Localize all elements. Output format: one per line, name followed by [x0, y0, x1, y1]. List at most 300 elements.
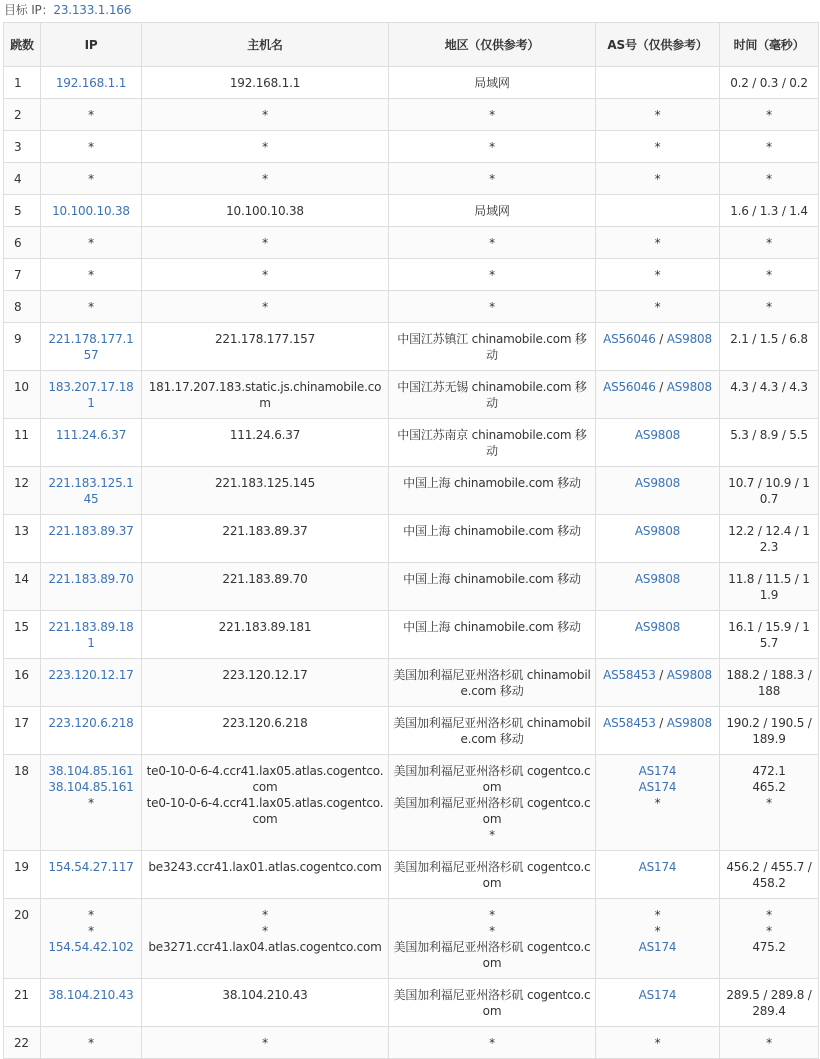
as-cell [596, 979, 720, 1027]
time-cell [720, 515, 819, 563]
as-link[interactable]: AS9808 [634, 620, 681, 634]
hostname-text: be3243.ccr41.lax01.atlas.cogentco.com [148, 860, 382, 874]
table-row [4, 899, 819, 979]
as-cell [596, 755, 720, 851]
ip-cell [41, 323, 142, 371]
ip-cell [41, 371, 142, 419]
hostname-text: 223.120.6.218 [222, 716, 308, 730]
hop-cell: 17 [4, 707, 41, 755]
hop-cell: 12 [4, 467, 41, 515]
hop-cell: 7 [4, 259, 41, 291]
as-cell [596, 227, 720, 259]
region-text: * [489, 300, 495, 314]
hostname-text: * [262, 908, 268, 922]
ip-cell [41, 851, 142, 899]
ip-cell [41, 131, 142, 163]
as-line [600, 715, 715, 731]
table-row [4, 755, 819, 851]
as-separator: / [655, 668, 667, 682]
as-cell [596, 707, 720, 755]
hop-cell: 15 [4, 611, 41, 659]
ip-cell [41, 67, 142, 99]
table-row [4, 563, 819, 611]
ip-cell [41, 291, 142, 323]
as-cell [596, 1027, 720, 1059]
table-row [4, 1027, 819, 1059]
ip-timeout: * [88, 172, 94, 186]
region-cell [389, 163, 596, 195]
region-cell [389, 131, 596, 163]
as-line [600, 571, 715, 587]
hop-cell: 18 [4, 755, 41, 851]
table-row [4, 419, 819, 467]
hostname-cell [142, 99, 389, 131]
hostname-text: be3271.ccr41.lax04.atlas.cogentco.com [148, 940, 382, 954]
ip-link[interactable]: 223.120.12.17 [48, 668, 134, 682]
as-line [600, 107, 715, 123]
traceroute-table [3, 22, 819, 1059]
hostname-text: * [262, 300, 268, 314]
time-text: * [766, 140, 772, 154]
as-timeout: * [654, 236, 661, 250]
ip-link[interactable]: 221.178.177.157 [48, 332, 134, 362]
time-text: 0.2 / 0.3 / 0.2 [730, 76, 808, 90]
as-cell [596, 99, 720, 131]
region-text: 中国上海 chinamobile.com 移动 [403, 476, 581, 490]
region-text: * [489, 908, 495, 922]
as-timeout: * [654, 1036, 661, 1050]
time-cell [720, 259, 819, 291]
ip-timeout: * [88, 924, 94, 938]
hop-cell: 8 [4, 291, 41, 323]
time-cell [720, 611, 819, 659]
table-row [4, 259, 819, 291]
as-line [600, 907, 715, 923]
as-line [600, 523, 715, 539]
region-text: * [489, 140, 495, 154]
hostname-text: * [262, 924, 268, 938]
region-text: * [489, 236, 495, 250]
region-cell [389, 851, 596, 899]
target-ip-label: 目标 IP： [4, 3, 54, 17]
as-cell [596, 899, 720, 979]
ip-link[interactable]: 192.168.1.1 [55, 76, 127, 90]
table-row [4, 851, 819, 899]
as-cell [596, 467, 720, 515]
as-line [600, 379, 715, 395]
ip-timeout: * [88, 300, 94, 314]
as-link[interactable]: AS174 [638, 860, 677, 874]
table-row [4, 67, 819, 99]
time-cell [720, 371, 819, 419]
hostname-text: * [262, 140, 268, 154]
ip-link[interactable]: 221.183.89.70 [48, 572, 134, 586]
as-line [600, 235, 715, 251]
hop-cell: 13 [4, 515, 41, 563]
time-cell [720, 227, 819, 259]
hop-cell: 19 [4, 851, 41, 899]
hostname-cell [142, 659, 389, 707]
time-cell [720, 1027, 819, 1059]
hop-cell: 2 [4, 99, 41, 131]
as-line [600, 763, 715, 779]
region-cell [389, 419, 596, 467]
as-timeout: * [654, 268, 661, 282]
hostname-cell [142, 563, 389, 611]
hostname-cell [142, 515, 389, 563]
region-text: * [489, 268, 495, 282]
as-line [600, 331, 715, 347]
ip-cell [41, 195, 142, 227]
ip-link[interactable]: 221.183.125.145 [48, 476, 134, 506]
as-line [600, 139, 715, 155]
as-line [600, 75, 715, 91]
region-text: * [489, 1036, 495, 1050]
ip-cell [41, 755, 142, 851]
hostname-cell [142, 291, 389, 323]
time-text: * [766, 1036, 772, 1050]
hostname-text: 181.17.207.183.static.js.chinamobile.com [148, 380, 382, 410]
region-cell [389, 259, 596, 291]
time-text: 11.8 / 11.5 / 11.9 [728, 572, 810, 602]
as-cell [596, 563, 720, 611]
hostname-text: te0-10-0-6-4.ccr41.lax05.atlas.cogentco.com [146, 796, 384, 826]
hostname-cell [142, 851, 389, 899]
hop-cell: 5 [4, 195, 41, 227]
hop-cell: 1 [4, 67, 41, 99]
region-text: * [489, 108, 495, 122]
hostname-cell [142, 419, 389, 467]
hostname-cell [142, 67, 389, 99]
time-cell [720, 99, 819, 131]
time-text: * [766, 924, 772, 938]
hop-cell: 22 [4, 1027, 41, 1059]
table-row [4, 195, 819, 227]
hostname-cell [142, 899, 389, 979]
hostname-cell [142, 131, 389, 163]
hop-cell: 11 [4, 419, 41, 467]
hostname-cell [142, 755, 389, 851]
as-line [600, 427, 715, 443]
time-text: 289.5 / 289.8 / 289.4 [726, 988, 812, 1018]
time-cell [720, 563, 819, 611]
ip-cell [41, 899, 142, 979]
region-cell [389, 1027, 596, 1059]
ip-link[interactable]: 223.120.6.218 [48, 716, 134, 730]
as-separator: / [655, 332, 667, 346]
time-cell [720, 131, 819, 163]
time-text: * [766, 236, 772, 250]
hostname-text: 10.100.10.38 [226, 204, 304, 218]
table-header-row [4, 23, 819, 67]
time-cell [720, 755, 819, 851]
table-row [4, 227, 819, 259]
hop-cell: 3 [4, 131, 41, 163]
hostname-cell [142, 227, 389, 259]
table-row [4, 659, 819, 707]
as-link[interactable]: AS58453 [603, 716, 656, 730]
hostname-text: * [262, 172, 268, 186]
time-text: * [766, 796, 772, 810]
as-line [600, 667, 715, 683]
region-cell [389, 227, 596, 259]
hop-cell: 14 [4, 563, 41, 611]
header-ip: IP [41, 23, 142, 67]
region-cell [389, 99, 596, 131]
as-timeout: * [654, 140, 661, 154]
ip-timeout: * [88, 796, 94, 810]
as-cell [596, 163, 720, 195]
as-timeout: * [654, 796, 661, 810]
as-link[interactable]: AS9808 [666, 668, 712, 682]
region-cell [389, 291, 596, 323]
region-cell [389, 899, 596, 979]
as-link[interactable]: AS9808 [666, 716, 712, 730]
hostname-cell [142, 1027, 389, 1059]
hostname-cell [142, 467, 389, 515]
hostname-text: * [262, 108, 268, 122]
region-text: 局域网 [474, 204, 510, 218]
as-line [600, 859, 715, 875]
as-link[interactable]: AS58453 [603, 668, 656, 682]
region-cell [389, 195, 596, 227]
hostname-text: 221.178.177.157 [214, 332, 316, 346]
time-cell [720, 707, 819, 755]
ip-timeout: * [88, 1036, 94, 1050]
time-text: 4.3 / 4.3 / 4.3 [730, 380, 808, 394]
ip-link[interactable]: 221.183.89.181 [48, 620, 134, 650]
hop-cell: 10 [4, 371, 41, 419]
ip-timeout: * [88, 140, 94, 154]
table-row [4, 131, 819, 163]
ip-timeout: * [88, 908, 94, 922]
region-text: 美国加利福尼亚州洛杉矶 cogentco.com [393, 940, 591, 970]
hostname-text: 111.24.6.37 [229, 428, 301, 442]
as-line [600, 267, 715, 283]
as-link[interactable]: AS9808 [634, 428, 681, 442]
time-text: 475.2 [752, 940, 786, 954]
region-cell [389, 323, 596, 371]
hostname-text: * [262, 236, 268, 250]
time-cell [720, 67, 819, 99]
hostname-cell [142, 611, 389, 659]
as-link[interactable]: AS56046 [603, 332, 656, 346]
hop-cell: 21 [4, 979, 41, 1027]
table-body [4, 67, 819, 1059]
as-cell [596, 515, 720, 563]
ip-timeout: * [88, 108, 94, 122]
ip-link[interactable]: 183.207.17.181 [48, 380, 134, 410]
time-cell [720, 467, 819, 515]
hop-cell: 4 [4, 163, 41, 195]
region-text: * [489, 924, 495, 938]
time-text: * [766, 268, 772, 282]
ip-link[interactable]: 10.100.10.38 [52, 204, 130, 218]
as-line [600, 299, 715, 315]
region-cell [389, 611, 596, 659]
region-text: * [489, 828, 495, 842]
hostname-cell [142, 979, 389, 1027]
ip-cell [41, 419, 142, 467]
time-text: 5.3 / 8.9 / 5.5 [730, 428, 808, 442]
region-cell [389, 467, 596, 515]
as-link[interactable]: AS174 [638, 988, 677, 1002]
as-link[interactable]: AS56046 [603, 380, 656, 394]
hostname-text: 221.183.89.70 [222, 572, 308, 586]
as-timeout: * [654, 300, 661, 314]
time-text: * [766, 172, 772, 186]
ip-link[interactable]: 38.104.85.161 [48, 780, 134, 794]
as-cell [596, 611, 720, 659]
as-link[interactable]: AS9808 [666, 332, 712, 346]
target-ip-link[interactable]: 23.133.1.166 [53, 3, 132, 17]
hostname-cell [142, 195, 389, 227]
table-row [4, 467, 819, 515]
as-cell [596, 419, 720, 467]
as-timeout: * [654, 108, 661, 122]
as-link[interactable]: AS9808 [666, 380, 712, 394]
region-cell [389, 67, 596, 99]
ip-cell [41, 467, 142, 515]
time-cell [720, 419, 819, 467]
region-text: 美国加利福尼亚州洛杉矶 cogentco.com [393, 796, 591, 826]
table-row [4, 515, 819, 563]
time-text: 1.6 / 1.3 / 1.4 [730, 204, 808, 218]
as-cell [596, 323, 720, 371]
as-timeout: * [654, 172, 661, 186]
ip-cell [41, 707, 142, 755]
as-timeout: * [654, 908, 661, 922]
header-hostname: 主机名 [142, 23, 389, 67]
time-text: * [766, 908, 772, 922]
hop-cell: 9 [4, 323, 41, 371]
region-cell [389, 979, 596, 1027]
region-text: 美国加利福尼亚州洛杉矶 cogentco.com [393, 988, 591, 1018]
time-cell [720, 163, 819, 195]
hostname-cell [142, 371, 389, 419]
as-link[interactable]: AS9808 [634, 524, 681, 538]
as-line [600, 987, 715, 1003]
hostname-text: * [262, 1036, 268, 1050]
time-text: 190.2 / 190.5 / 189.9 [726, 716, 812, 746]
region-cell [389, 659, 596, 707]
region-text: 美国加利福尼亚州洛杉矶 cogentco.com [393, 860, 591, 890]
time-text: 472.1 [752, 764, 786, 778]
region-cell [389, 371, 596, 419]
region-text: 中国上海 chinamobile.com 移动 [403, 572, 581, 586]
ip-link[interactable]: 111.24.6.37 [55, 428, 127, 442]
as-cell [596, 67, 720, 99]
as-line [600, 203, 715, 219]
time-text: 16.1 / 15.9 / 15.7 [728, 620, 810, 650]
time-text: 2.1 / 1.5 / 6.8 [730, 332, 808, 346]
hop-cell: 20 [4, 899, 41, 979]
table-row [4, 371, 819, 419]
table-row [4, 611, 819, 659]
as-line [600, 923, 715, 939]
as-line [600, 779, 715, 795]
time-cell [720, 291, 819, 323]
region-text: 美国加利福尼亚州洛杉矶 chinamobile.com 移动 [393, 668, 591, 698]
as-cell [596, 851, 720, 899]
region-text: * [489, 172, 495, 186]
region-cell [389, 755, 596, 851]
as-cell [596, 371, 720, 419]
region-text: 中国江苏无锡 chinamobile.com 移动 [397, 380, 587, 410]
hostname-cell [142, 323, 389, 371]
ip-link[interactable]: 154.54.42.102 [48, 940, 134, 954]
as-link[interactable]: AS174 [638, 940, 677, 954]
hostname-text: 223.120.12.17 [222, 668, 308, 682]
as-link[interactable]: AS174 [638, 764, 677, 778]
as-cell [596, 659, 720, 707]
time-cell [720, 851, 819, 899]
table-row [4, 707, 819, 755]
table-row [4, 99, 819, 131]
hop-cell: 16 [4, 659, 41, 707]
time-text: 456.2 / 455.7 / 458.2 [726, 860, 812, 890]
hostname-text: 221.183.89.37 [222, 524, 308, 538]
as-timeout: * [654, 924, 661, 938]
region-text: 美国加利福尼亚州洛杉矶 chinamobile.com 移动 [393, 716, 591, 746]
as-link[interactable]: AS9808 [634, 476, 681, 490]
ip-cell [41, 515, 142, 563]
time-text: 465.2 [752, 780, 786, 794]
header-region: 地区（仅供参考） [389, 23, 596, 67]
as-cell [596, 291, 720, 323]
ip-cell [41, 1027, 142, 1059]
header-as: AS号（仅供参考） [596, 23, 720, 67]
ip-cell [41, 611, 142, 659]
region-text: 中国上海 chinamobile.com 移动 [403, 620, 581, 634]
time-cell [720, 659, 819, 707]
time-text: 188.2 / 188.3 / 188 [726, 668, 812, 698]
target-ip-bar [0, 0, 820, 22]
hop-cell: 6 [4, 227, 41, 259]
time-text: 12.2 / 12.4 / 12.3 [728, 524, 810, 554]
time-text: * [766, 300, 772, 314]
ip-link[interactable]: 154.54.27.117 [48, 860, 134, 874]
header-hop: 跳数 [4, 23, 41, 67]
region-text: 中国上海 chinamobile.com 移动 [403, 524, 581, 538]
hostname-text: te0-10-0-6-4.ccr41.lax05.atlas.cogentco.com [146, 764, 384, 794]
ip-cell [41, 163, 142, 195]
as-separator: / [655, 716, 667, 730]
as-line [600, 1035, 715, 1051]
header-time: 时间（毫秒） [720, 23, 819, 67]
ip-link[interactable]: 38.104.210.43 [48, 988, 134, 1002]
time-text: 10.7 / 10.9 / 10.7 [728, 476, 810, 506]
hostname-text: 38.104.210.43 [222, 988, 308, 1002]
region-text: 美国加利福尼亚州洛杉矶 cogentco.com [393, 764, 591, 794]
as-link[interactable]: AS174 [638, 780, 677, 794]
table-row [4, 291, 819, 323]
as-separator: / [655, 380, 667, 394]
as-line [600, 795, 715, 811]
hostname-cell [142, 163, 389, 195]
ip-cell [41, 99, 142, 131]
ip-cell [41, 259, 142, 291]
as-link[interactable]: AS9808 [634, 572, 681, 586]
region-cell [389, 515, 596, 563]
ip-link[interactable]: 221.183.89.37 [48, 524, 134, 538]
as-cell [596, 131, 720, 163]
as-cell [596, 195, 720, 227]
region-text: 中国江苏南京 chinamobile.com 移动 [397, 428, 587, 458]
as-cell [596, 259, 720, 291]
ip-link[interactable]: 38.104.85.161 [48, 764, 134, 778]
ip-timeout: * [88, 236, 94, 250]
